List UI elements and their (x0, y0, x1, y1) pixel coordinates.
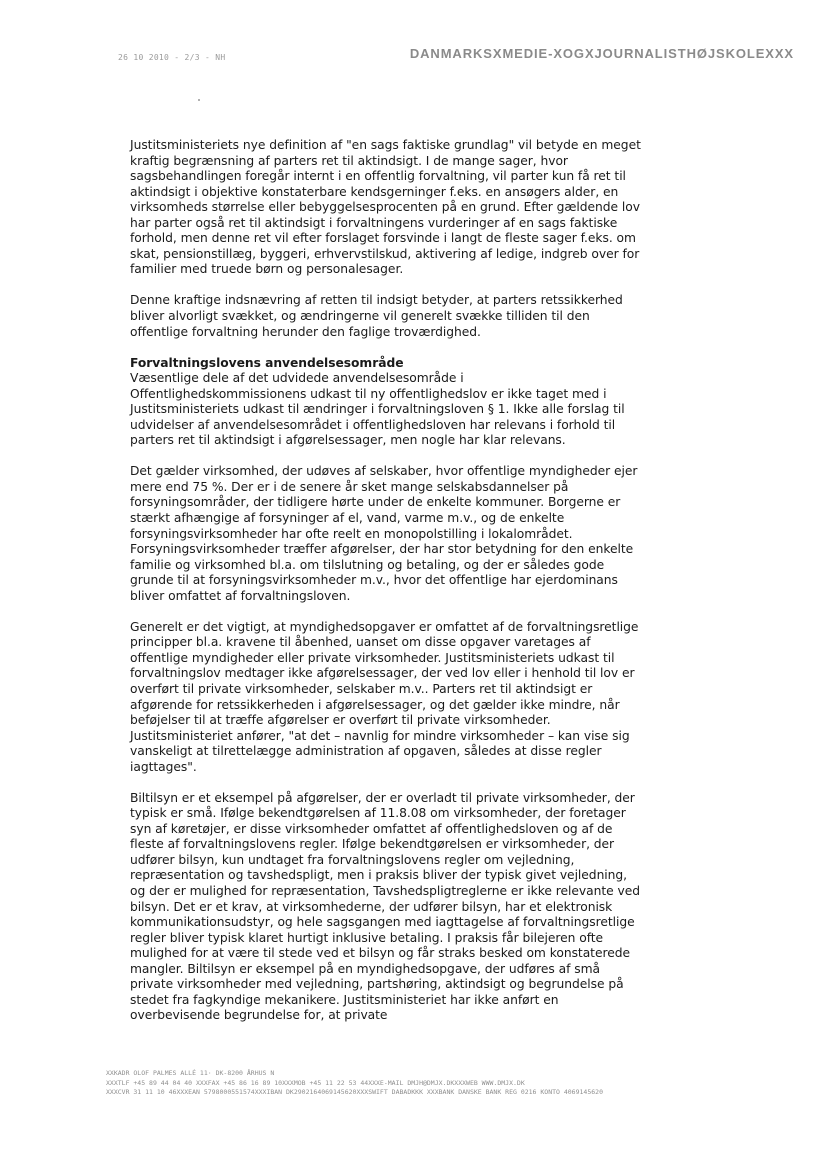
footer-bank: XXXCVR 31 11 10 46XXXEAN 5798000551574XXXIBAN DK2902164069145620XXXSWIFT DABADKKK XXXBANK DANSKE BANK REG 0216 KONTO 4069145620 (106, 1088, 603, 1096)
paragraph-retssikkerhed: Denne kraftige indsnævring af retten til indsigt betyder, at parters retssikkerhed bliver alvorligt svækket, og ændringerne vil generelt svække tilliden til den offentlige forvaltning herunder den faglige troværdighed. (130, 293, 623, 339)
scan-speck (198, 99, 200, 101)
paragraph-anvendelsesomraade: Væsentlige dele af det udvidede anvendelsesområde i Offentlighedskommissionens udkast til ny offentlighedslov er ikke taget med i Justitsministeriets udkast til ændringer i forvaltningsloven § 1. Ikke alle forslag til udvidelser af anvendelsesområdet i offentlighedsloven har relevans i forhold til parters ret til aktindsigt i afgørelsessager, men nogle har klar relevans. (130, 371, 625, 448)
letter-body (130, 138, 642, 1039)
letterhead-school-name: DANMARKSXMEDIE-XOGXJOURNALISTHØJSKOLEXXX (409, 46, 794, 61)
paragraph-myndighedsopgaver: Generelt er det vigtigt, at myndighedsopgaver er omfattet af de forvaltningsretlige principper bl.a. kravene til åbenhed, uanset om disse opgaver varetages af offentlige myndigheder eller private virksomheder. Justitsministeriets udkast til forvaltningslov medtager ikke afgørelsessager, der ved lov eller i henhold til lov er overført til private virksomheder, selskaber m.v.. Parters ret til aktindsigt er afgørende for retssikkerheden i afgørelsessager, og det gælder ikke mindre, når beføjelser til at træffe afgørelser er overført til private virksomheder. Justitsministeriet anfører, "at det – navnlig for mindre virksomheder – kan vise sig vanskeligt at tilrettelægge administration af opgaven, således at disse regler iagttages". (130, 619, 639, 774)
letterhead-footer (106, 1069, 796, 1098)
paragraph-forsyning: Det gælder virksomhed, der udøves af selskaber, hvor offentlige myndigheder ejer mere end 75 %. Der er i de senere år sket mange selskabsdannelser på forsyningsområder, der tidligere hørte under de enkelte kommuner. Borgerne er stærkt afhængige af forsyninger af el, vand, varme m.v., og de enkelte forsyningsvirksomheder har ofte reelt en monopolstilling i lokalområdet. Forsyningsvirksomheder træffer afgørelser, der har stor betydning for den enkelte familie og virksomhed bl.a. om tilslutning og betaling, og der er således gode grunde til at forsyningsvirksomheder m.v., hvor det offentlige har ejerdominans bliver omfattet af forvaltningsloven. (130, 464, 638, 603)
section-heading: Forvaltningslovens anvendelsesområde (130, 355, 404, 370)
paragraph-biltilsyn: Biltilsyn er et eksempel på afgørelser, der er overladt til private virksomheder, der typisk er små. Ifølge bekendtgørelsen af 11.8.08 om virksomheder, der foretager syn af køretøjer, er disse virksomheder omfattet af offentlighedsloven og af de fleste af forvaltningslovens regler. Ifølge bekendtgørelsen er virksomheder, der udfører bilsyn, kun undtaget fra forvaltningslovens regler om vejledning, repræsentation og tavshedspligt, men i praksis bliver der typisk givet vejledning, og der er mulighed for repræsentation, Tavshedspligtreglerne er ikke relevante ved bilsyn. Det er et krav, at virksomhederne, der udfører bilsyn, har et elektronisk kommunikationsudstyr, og hele sagsgangen med iagttagelse af forvaltningsretlige regler bliver typisk klaret hurtigt inklusive betaling. I praksis får bilejeren ofte mulighed for at være til stede ved et bilsyn og får straks besked om konstaterede mangler. Biltilsyn er eksempel på en myndighedsopgave, der udføres af små private virksomheder med vejledning, partshøring, aktindsigt og begrundelse på stedet fra fagkyndige mekanikere. Justitsministeriet har ikke anført en overbevisende begrundelse for, at private (130, 790, 640, 1023)
footer-contact: XXXTLF +45 89 44 04 40 XXXFAX +45 86 16 89 10XXXMOB +45 11 22 53 44XXXE-MAIL DMJH@DMJX.DKXXXWEB WWW.DMJX.DK (106, 1078, 525, 1087)
fax-transmission-header: 26 10 2010 - 2/3 - NH (118, 53, 226, 62)
paragraph-faktiske-grundlag: Justitsministeriets nye definition af "en sags faktiske grundlag" vil betyde en meget kraftig begrænsning af parters ret til aktindsigt. I de mange sager, hvor sagsbehandlingen foregår internt i en offentlig forvaltning, vil parter kun få ret til aktindsigt i objektive konstaterbare kendsgerninger f.eks. en ansøgers alder, en virksomheds størrelse eller bebyggelsesprocenten på en grund. Efter gældende lov har parter også ret til aktindsigt i forvaltningens vurderinger af en sags faktiske forhold, men denne ret vil efter forslaget forsvinde i langt de fleste sager f.eks. om skat, pensionstillæg, byggeri, erhvervstilskud, aktivering af ledige, indgreb over for familier med truede børn og personalesager. (130, 138, 641, 277)
footer-address: XXKADR OLOF PALMES ALLÉ 11· DK-8200 ÅRHUS N (106, 1069, 275, 1077)
